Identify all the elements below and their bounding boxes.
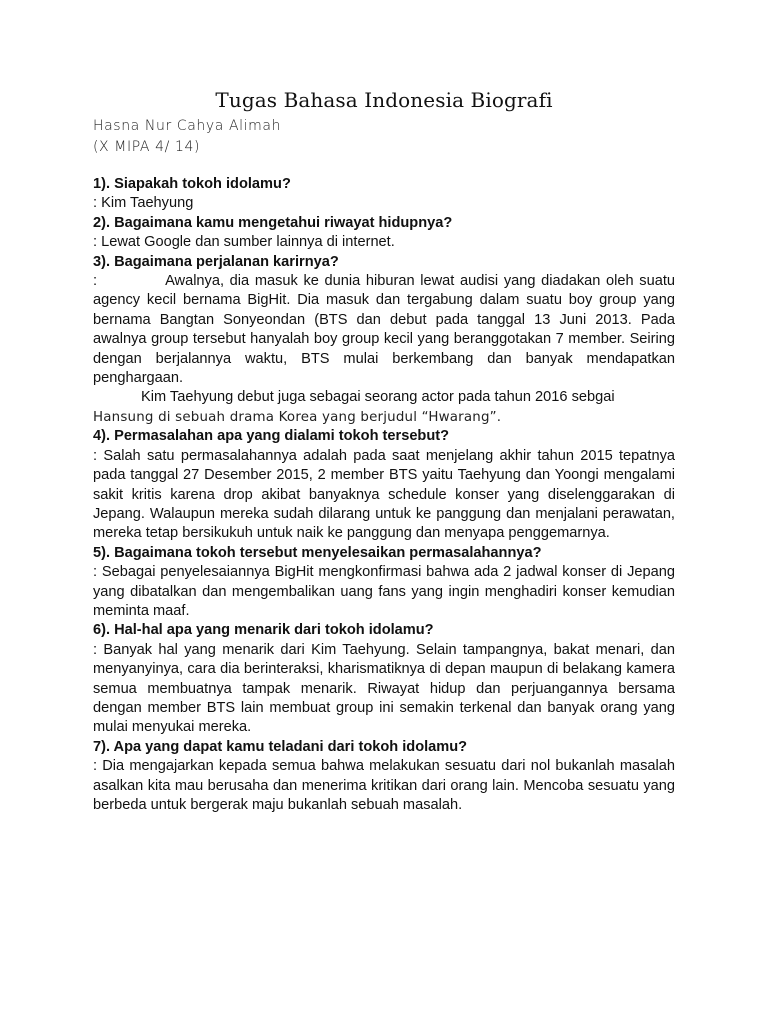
- answer-6: : Banyak hal yang menarik dari Kim Taehyung. Selain tampangnya, bakat menari, dan menyanyinya, cara dia berinteraksi, kharismatiknya di depan maupun di belakang kamera semua membuatnya tampak menarik. Riwayat hidup dan perjuangannya bersama dengan member BTS lain membuat group ini semakin terkenal dan banyak orang yang mulai menyukai mereka.: [93, 641, 675, 736]
- answer-3-paragraph-2: Kim Taehyung debut juga sebagai seorang actor pada tahun 2016 sebgai: [141, 389, 615, 406]
- answer-2: : Lewat Google dan sumber lainnya di internet.: [93, 234, 395, 251]
- question-1: 1). Siapakah tokoh idolamu?: [93, 176, 291, 192]
- question-2: 2). Bagaimana kamu mengetahui riwayat hidupnya?: [93, 214, 453, 231]
- answer-4: : Salah satu permasalahannya adalah pada saat menjelang akhir tahun 2015 tepatnya pada tanggal 27 Desember 2015, 2 member BTS yaitu Taehyung dan Yoongi mengalami sakit kritis karena drop akibat banyaknya schedule konser yang diselenggarakan di Jepang. Walaupun mereka sudah dilarang untuk ke panggung dan menjalani perawatan, mereka tetap bersikukuh untuk naik ke panggung dan menyapa penggemarnya.: [93, 447, 675, 542]
- question-7: 7). Apa yang dapat kamu teladani dari tokoh idolamu?: [93, 738, 468, 755]
- document-title: Tugas Bahasa Indonesia Biografi: [215, 88, 553, 112]
- question-5: 5). Bagaimana tokoh tersebut menyelesaikan permasalahannya?: [93, 544, 542, 561]
- answer-7: : Dia mengajarkan kepada semua bahwa melakukan sesuatu dari nol bukanlah masalah asalkan kita mau berusaha dan menerima kritikan dari orang lain. Mencoba sesuatu yang berbeda untuk bergerak maju bukanlah sebuah masalah.: [93, 758, 675, 813]
- author-name: Hasna Nur Cahya Alimah: [93, 118, 282, 134]
- answer-3-paragraph-3: Hansung di sebuah drama Korea yang berjudul “Hwarang”.: [93, 409, 502, 425]
- answer-3-paragraph-1: : Awalnya, dia masuk ke dunia hiburan lewat audisi yang diadakan oleh suatu agency kecil bernama BigHit. Dia masuk dan tergabung dalam suatu boy group yang bernama Bangtan Sonyeondan (BTS dan debut pada tanggal 13 Juni 2013. Pada awalnya group tersebut hanyalah boy group kecil yang beranggotakan 7 member. Seiring dengan berjalannya waktu, BTS mulai berkembang dan banyak mendapatkan penghargaan.: [93, 273, 675, 387]
- author-class: (X MIPA 4/ 14): [93, 139, 201, 155]
- document-body: [93, 175, 675, 815]
- answer-5: : Sebagai penyelesaiannya BigHit mengkonfirmasi bahwa ada 2 jadwal konser di Jepang yang dibatalkan dan mengembalikan uang fans yang ingin menghadiri konser kemudian meminta maaf.: [93, 564, 675, 619]
- question-6: 6). Hal-hal apa yang menarik dari tokoh idolamu?: [93, 622, 434, 639]
- question-3: 3). Bagaimana perjalanan karirnya?: [93, 253, 339, 270]
- answer-1: : Kim Taehyung: [93, 195, 194, 212]
- question-4: 4). Permasalahan apa yang dialami tokoh tersebut?: [93, 428, 450, 445]
